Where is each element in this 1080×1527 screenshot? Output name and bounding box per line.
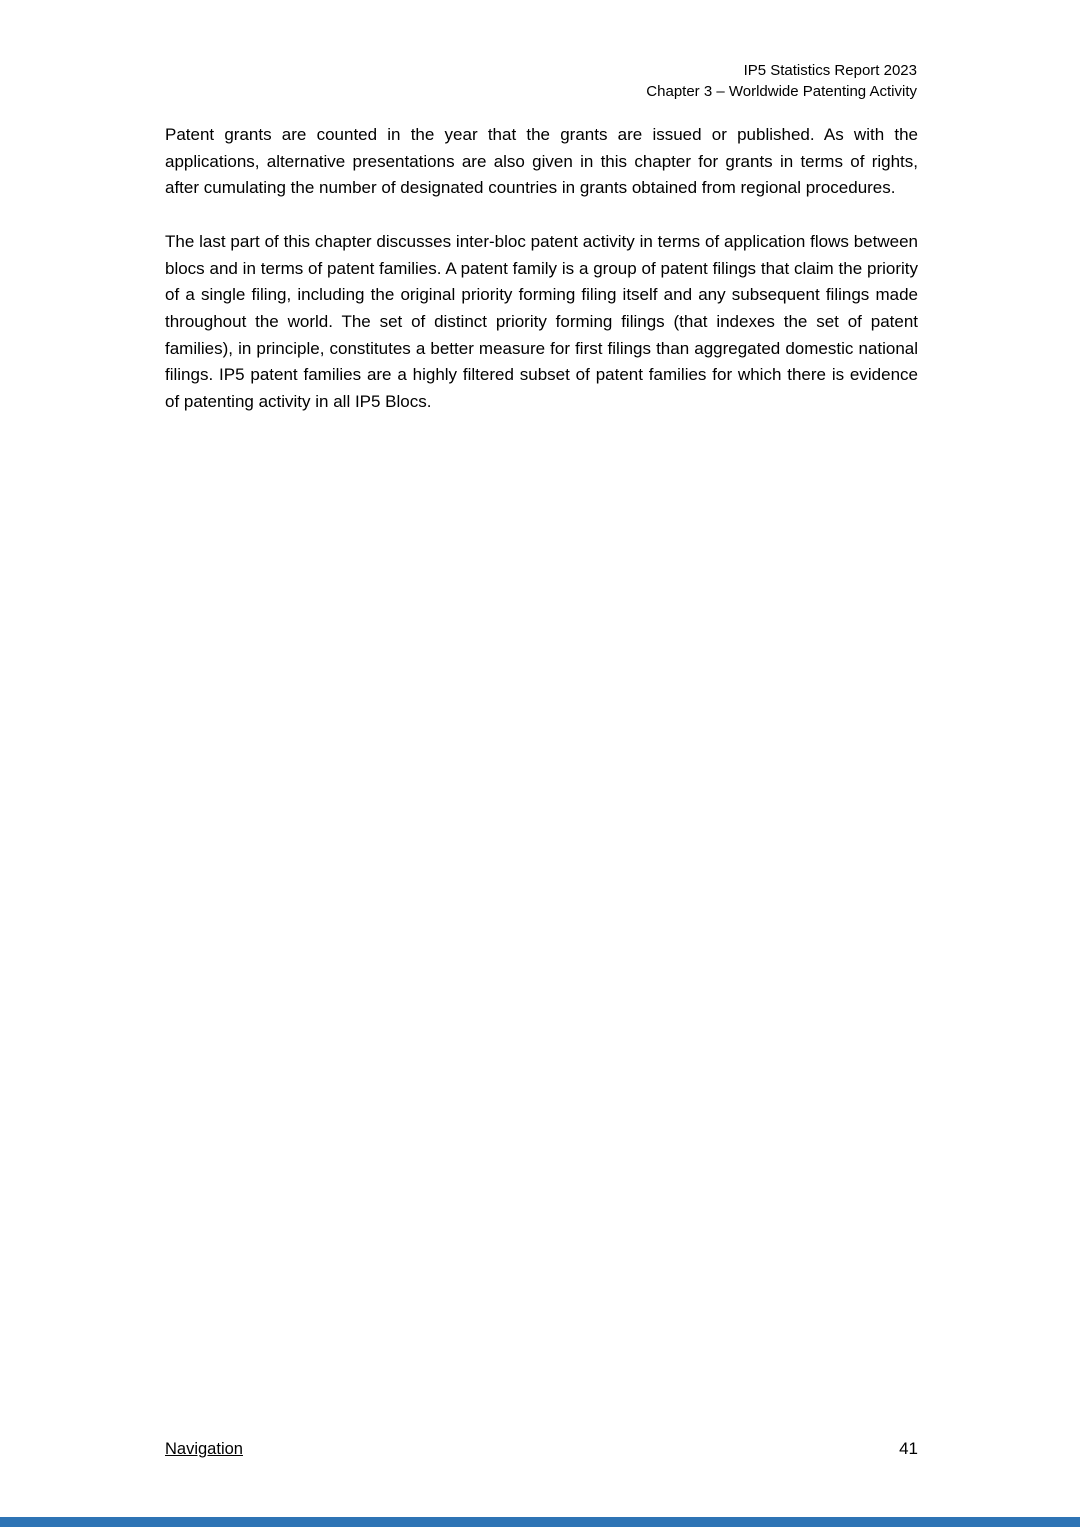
report-title: IP5 Statistics Report 2023: [743, 62, 917, 79]
paragraph-patent-families: The last part of this chapter discusses inter-bloc patent activity in terms of application flows between blocs and in terms of patent families. A patent family is a group of patent filings that claim the priority of a single filing, including the original priority forming filing itself and any subsequent filings made throughout the world. The set of distinct priority forming filings (that indexes the set of patent families), in principle, constitutes a better measure for first filings than aggregated domestic national filings. IP5 patent families are a highly filtered subset of patent families for which there is evidence of patenting activity in all IP5 Blocs.: [165, 231, 918, 412]
footer-bar: [0, 1517, 1080, 1527]
body-text: [165, 122, 918, 442]
chapter-title: Chapter 3 – Worldwide Patenting Activity: [646, 83, 917, 100]
navigation-link[interactable]: Navigation: [165, 1440, 243, 1458]
page-footer: [165, 1438, 918, 1460]
page-number: 41: [899, 1439, 918, 1458]
paragraph-grants: Patent grants are counted in the year that the grants are issued or published. As with the applications, alternative presentations are also given in this chapter for grants in terms of rights, after cumulating the number of designated countries in grants obtained from regional procedures.: [165, 125, 918, 198]
page-header: [165, 60, 917, 102]
